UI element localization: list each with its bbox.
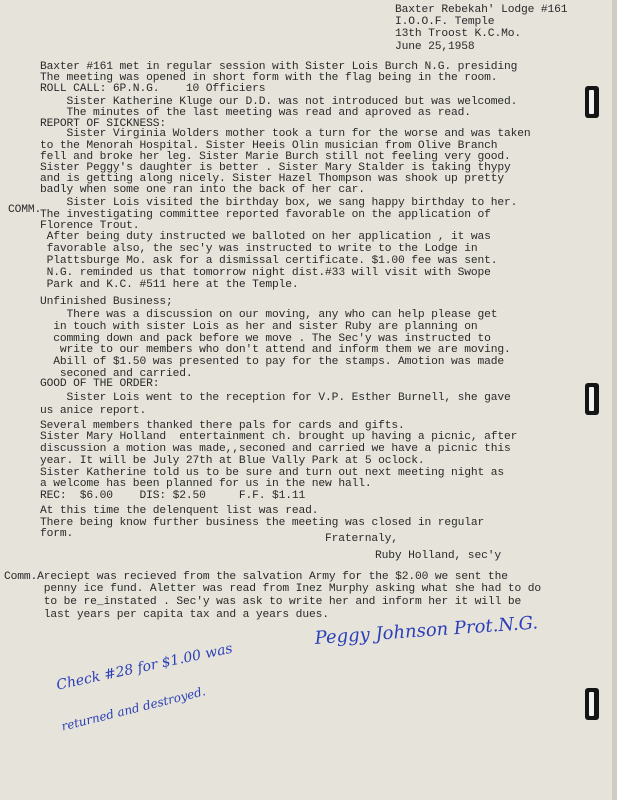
body-line: Sister Peggy's daughter is better . Sister Mary Stalder is taking thypy <box>40 162 511 174</box>
body-line: write to our members who don't attend and inform them we are moving. <box>40 344 511 356</box>
margin-comm-label: COMM. <box>8 204 42 216</box>
body-line: a welcome has been planned for us in the new hall. <box>40 478 372 490</box>
body-line: favorable also, the sec'y was instructed to write to the Lodge in <box>40 243 478 255</box>
body-line: The minutes of the last meeting was read and aproved as read. <box>40 107 471 119</box>
handwritten-signature: Peggy Johnson Prot.N.G. <box>314 612 539 649</box>
body-line: to the Menorah Hospital. Sister Heeis Olin musician from Olive Branch <box>40 140 498 152</box>
body-line: Abill of $1.50 was presented to pay for the stamps. Amotion was made <box>40 356 505 368</box>
comm-line: last years per capita tax and a years dues. <box>4 609 329 621</box>
body-line: Sister Virginia Wolders mother took a turn for the worse and was taken <box>40 128 531 140</box>
comm-line: penny ice fund. Aletter was read from Inez Murphy asking what she had to do <box>4 583 541 595</box>
body-line: The meeting was opened in short form with the flag being in the room. <box>40 72 498 84</box>
body-line: N.G. reminded us that tomorrow night dist.#33 will visit with Swope <box>40 267 491 279</box>
header-temple: I.O.O.F. Temple <box>395 16 495 28</box>
body-line: discussion a motion was made,,seconed and carried we have a picnic this <box>40 443 511 455</box>
body-line: Sister Katherine Kluge our D.D. was not introduced but was welcomed. <box>40 96 518 108</box>
body-line: Park and K.C. #511 here at the Temple. <box>40 279 299 291</box>
body-line: Several members thanked there pals for cards and gifts. <box>40 420 405 432</box>
closing-salutation: Fraternaly, <box>325 533 398 545</box>
header-date: June 25,1958 <box>395 41 475 53</box>
body-line: REPORT OF SICKNESS: <box>40 118 166 130</box>
body-line: Baxter #161 met in regular session with Sister Lois Burch N.G. presiding <box>40 61 518 73</box>
body-line: Plattsburge Mo. ask for a dismissal certificate. $1.00 fee was sent. <box>40 255 498 267</box>
body-line: form. <box>40 528 74 540</box>
comm-line: Comm.Areciept was recieved from the salvation Army for the $2.00 we sent the <box>4 571 508 583</box>
binder-tab-bottom <box>585 688 599 720</box>
body-line: Sister Lois went to the reception for V.P. Esther Burnell, she gave <box>40 392 511 404</box>
binder-tab-middle <box>585 383 599 415</box>
body-line: in touch with sister Lois as her and sister Ruby are planning on <box>40 321 478 333</box>
body-line: There was a discussion on our moving, any who can help please get <box>40 309 498 321</box>
header-address: 13th Troost K.C.Mo. <box>395 28 521 40</box>
body-line: Sister Katherine told us to be sure and turn out next meeting night as <box>40 467 505 479</box>
body-line: ROLL CALL: 6P.N.G. 10 Officiers <box>40 83 266 95</box>
body-line: After being duty instructed we balloted on her application , it was <box>40 231 491 243</box>
binder-tab-top <box>585 86 599 118</box>
body-line: REC: $6.00 DIS: $2.50 F.F. $1.11 <box>40 490 306 502</box>
comm-line: to be re_instated . Sec'y was ask to write her and inform her it will be <box>4 596 522 608</box>
body-line: Sister Lois visited the birthday box, we sang happy birthday to her. <box>40 197 518 209</box>
body-line: Unfinished Business; <box>40 296 173 308</box>
body-line: year. It will be July 27th at Blue Vally Park at 5 oclock. <box>40 455 425 467</box>
body-line: badly when some one ran into the back of her car. <box>40 184 365 196</box>
handwritten-note-line2: returned and destroyed. <box>60 684 207 734</box>
body-line: There being know further business the meeting was closed in regular <box>40 517 485 529</box>
body-line: fell and broke her leg. Sister Marie Burch still not feeling very good. <box>40 151 511 163</box>
body-line: GOOD OF THE ORDER: <box>40 378 160 390</box>
body-line: us anice report. <box>40 405 147 417</box>
secretary-signature-line: Ruby Holland, sec'y <box>375 550 501 562</box>
body-line: seconed and carried. <box>40 368 193 380</box>
body-line: Sister Mary Holland entertainment ch. brought up having a picnic, after <box>40 431 518 443</box>
page-edge <box>612 0 617 800</box>
body-line: Florence Trout. <box>40 220 140 232</box>
body-line: At this time the delenquent list was read. <box>40 505 319 517</box>
body-line: The investigating committee reported favorable on the application of <box>40 209 491 221</box>
body-line: and is getting along nicely. Sister Hazel Thompson was shook up pretty <box>40 173 505 185</box>
body-line: comming down and pack before we move . The Sec'y was instructed to <box>40 333 491 345</box>
header-lodge: Baxter Rebekah' Lodge #161 <box>395 4 568 16</box>
handwritten-note-line1: Check #28 for $1.00 was <box>55 640 234 694</box>
